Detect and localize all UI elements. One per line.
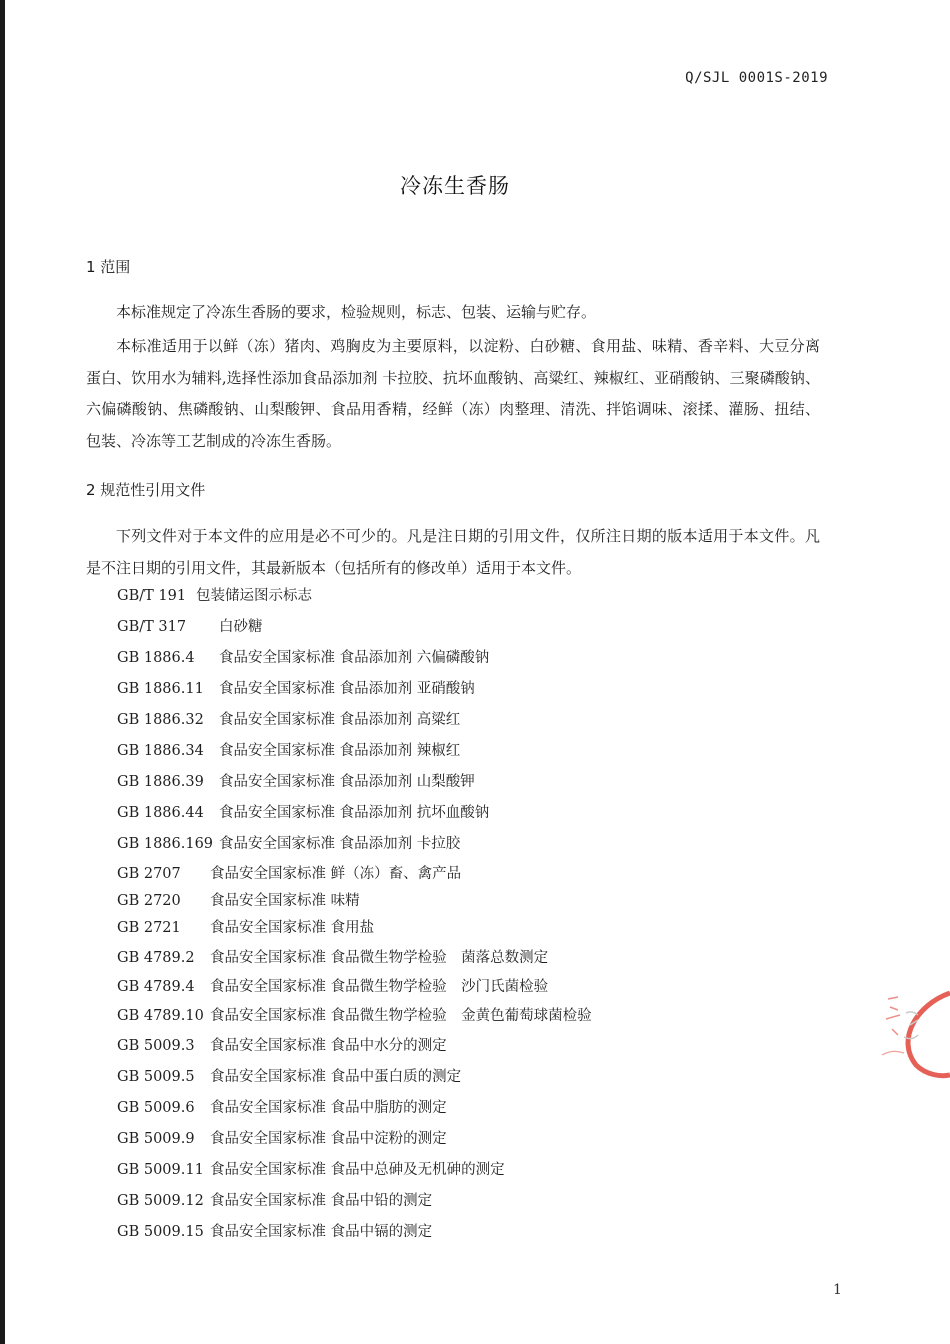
- reference-code: GB 5009.15: [117, 1224, 204, 1240]
- reference-item: [117, 646, 837, 667]
- reference-code: GB 1886.39: [117, 774, 204, 790]
- reference-item: [117, 584, 837, 605]
- reference-code: GB 1886.34: [117, 743, 204, 759]
- references-intro-paragraph: 下列文件对于本文件的应用是必不可少的。凡是注日期的引用文件，仅所注日期的版本适用于本文件。凡是不注日期的引用文件，其最新版本（包括所有的修改单）适用于本文件。: [86, 527, 820, 577]
- reference-title: 食品安全国家标准 食品微生物学检验 沙门氏菌检验: [210, 979, 549, 995]
- reference-item: [117, 708, 837, 729]
- reference-title: 食品安全国家标准 食品添加剂 六偏磷酸钠: [219, 650, 490, 666]
- reference-code: GB 5009.5: [117, 1069, 195, 1085]
- section-heading-normative-references: 2 规范性引用文件: [86, 481, 206, 499]
- reference-code: GB 1886.4: [117, 650, 195, 666]
- reference-title: 食品安全国家标准 食品中铅的测定: [210, 1193, 433, 1209]
- reference-item: [117, 1220, 837, 1241]
- reference-code: GB 2707: [117, 866, 181, 882]
- reference-title: 食品安全国家标准 食品微生物学检验 菌落总数测定: [210, 950, 549, 966]
- reference-item: [117, 862, 837, 883]
- reference-code: GB 5009.11: [117, 1162, 204, 1178]
- scope-paragraph-1: 本标准规定了冷冻生香肠的要求，检验规则，标志、包装、运输与贮存。: [116, 303, 597, 321]
- scan-edge: [0, 0, 5, 1344]
- reference-code: GB 5009.3: [117, 1038, 195, 1054]
- reference-code: GB/T 191: [117, 588, 187, 604]
- reference-title: 食品安全国家标准 食品添加剂 高粱红: [219, 712, 461, 728]
- page-number: 1: [833, 1282, 842, 1298]
- reference-code: GB 2720: [117, 893, 181, 909]
- reference-code: GB 1886.11: [117, 681, 204, 697]
- reference-title: 食品安全国家标准 食品添加剂 亚硝酸钠: [219, 681, 475, 697]
- reference-item: [117, 889, 837, 910]
- reference-item: [117, 1065, 837, 1086]
- document-title: 冷冻生香肠: [400, 174, 510, 198]
- reference-item: [117, 770, 837, 791]
- reference-code: GB 2721: [117, 920, 181, 936]
- reference-title: 食品安全国家标准 食品中脂肪的测定: [210, 1100, 447, 1116]
- reference-title: 食品安全国家标准 食品中蛋白质的测定: [210, 1069, 462, 1085]
- reference-item: [117, 975, 837, 996]
- reference-item: [117, 1096, 837, 1117]
- reference-item: [117, 739, 837, 760]
- reference-code: GB 4789.2: [117, 950, 195, 966]
- reference-code: GB 4789.10: [117, 1008, 204, 1024]
- reference-title: 食品安全国家标准 鲜（冻）畜、禽产品: [210, 866, 462, 882]
- red-seal-stamp: [876, 985, 950, 1080]
- reference-title: 食品安全国家标准 食品添加剂 卡拉胶: [219, 836, 461, 852]
- reference-item: [117, 801, 837, 822]
- reference-code: GB 4789.4: [117, 979, 195, 995]
- reference-title: 食品安全国家标准 食品中水分的测定: [210, 1038, 447, 1054]
- document-id: Q/SJL 0001S-2019: [685, 70, 828, 86]
- reference-code: GB/T 317: [117, 619, 187, 635]
- reference-item: [117, 946, 837, 967]
- reference-item: [117, 677, 837, 698]
- reference-title: 食品安全国家标准 食品中淀粉的测定: [210, 1131, 447, 1147]
- reference-code: GB 5009.6: [117, 1100, 195, 1116]
- reference-item: [117, 1158, 837, 1179]
- reference-title: 食品安全国家标准 食品添加剂 抗坏血酸钠: [219, 805, 490, 821]
- reference-item: [117, 1034, 837, 1055]
- reference-code: GB 1886.169: [117, 836, 214, 852]
- reference-title: 食品安全国家标准 食品中镉的测定: [210, 1224, 433, 1240]
- reference-title: 食品安全国家标准 味精: [210, 893, 360, 909]
- reference-code: GB 5009.9: [117, 1131, 195, 1147]
- reference-title: 食品安全国家标准 食用盐: [210, 920, 375, 936]
- reference-title: 白砂糖: [219, 619, 263, 635]
- reference-item: [117, 916, 837, 937]
- reference-item: [117, 1004, 837, 1025]
- reference-item: [117, 1127, 837, 1148]
- scope-paragraph-2: 本标准适用于以鲜（冻）猪肉、鸡胸皮为主要原料，以淀粉、白砂糖、食用盐、味精、香辛料、大豆分离蛋白、饮用水为辅料,选择性添加食品添加剂 卡拉胶、抗坏血酸钠、高粱红、辣椒红、亚硝酸钠、三聚磷酸钠、六偏磷酸钠、焦磷酸钠、山梨酸钾、食品用香精，经鲜（冻）肉整理、清洗、拌馅调味、滚揉、灌肠、扭结、包装、冷冻等工艺制成的冷冻生香肠。: [86, 337, 820, 450]
- reference-code: GB 5009.12: [117, 1193, 204, 1209]
- reference-item: [117, 615, 837, 636]
- reference-item: [117, 832, 837, 853]
- reference-code: GB 1886.44: [117, 805, 204, 821]
- reference-title: 食品安全国家标准 食品中总砷及无机砷的测定: [210, 1162, 505, 1178]
- reference-title: 食品安全国家标准 食品添加剂 辣椒红: [219, 743, 461, 759]
- reference-title: 食品安全国家标准 食品微生物学检验 金黄色葡萄球菌检验: [210, 1008, 592, 1024]
- section-heading-scope: 1 范围: [86, 258, 131, 276]
- reference-item: [117, 1189, 837, 1210]
- reference-code: GB 1886.32: [117, 712, 204, 728]
- reference-title: 包装储运图示标志: [196, 588, 312, 604]
- reference-title: 食品安全国家标准 食品添加剂 山梨酸钾: [219, 774, 475, 790]
